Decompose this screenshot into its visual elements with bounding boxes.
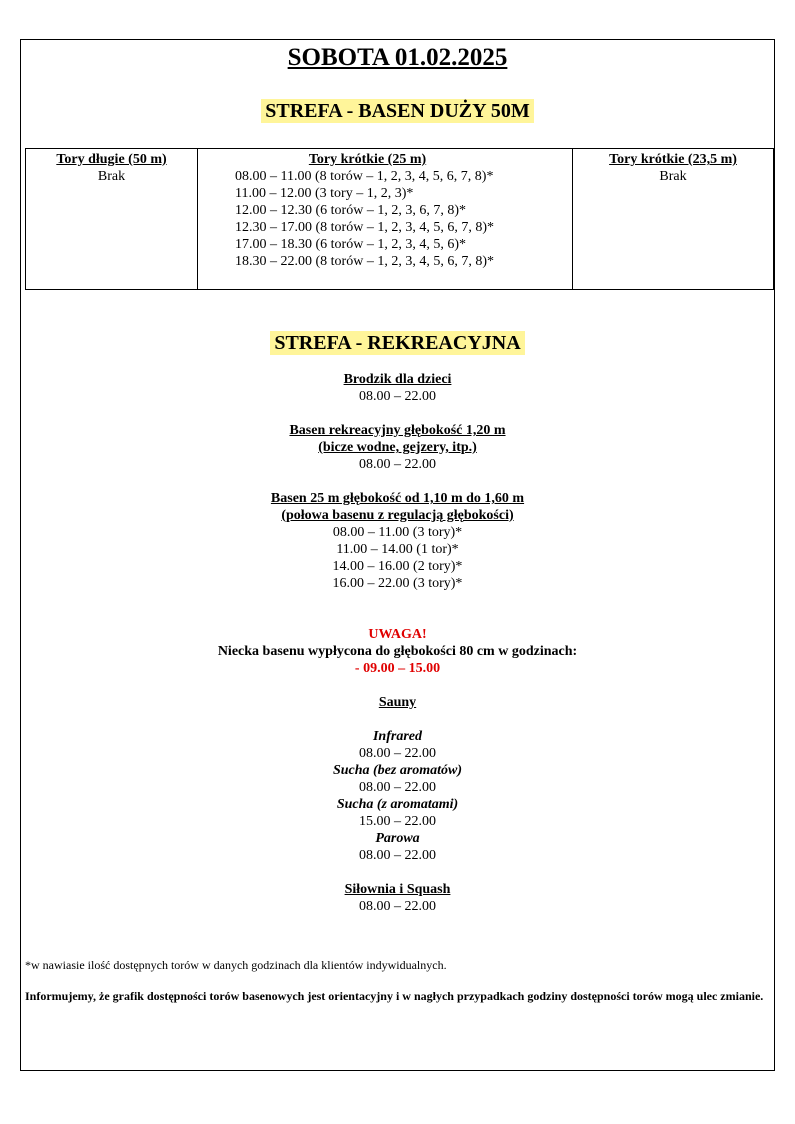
rec-pool-name: Basen rekreacyjny głębokość 1,20 m <box>289 423 506 438</box>
list-item: 14.00 – 16.00 (2 tory)* <box>332 559 463 574</box>
short-lanes-23-header: Tory krótkie (23,5 m) <box>609 152 737 167</box>
list-item: 12.30 – 17.00 (8 torów – 1, 2, 3, 4, 5, 6, 7, 8)* <box>235 220 494 235</box>
list-item: 08.00 – 11.00 (3 tory)* <box>332 525 463 540</box>
long-lanes-value: Brak <box>97 169 126 184</box>
sauna-name: Infrared <box>372 729 422 744</box>
page-title: SOBOTA 01.02.2025 <box>287 44 508 71</box>
sauna-name: Parowa <box>375 831 420 846</box>
saunas-heading: Sauny <box>378 695 417 710</box>
zone-big-pool-heading: STREFA - BASEN DUŻY 50M <box>261 99 533 123</box>
pool-25-note: (połowa basenu z regulacją głębokości) <box>281 508 514 523</box>
short-lanes-23-column <box>573 149 773 289</box>
list-item: 18.30 – 22.00 (8 torów – 1, 2, 3, 4, 5, 6, 7, 8)* <box>235 254 494 269</box>
sauna-name: Sucha (z aromatami) <box>336 797 459 812</box>
footnote-info: Informujemy, że grafik dostępności torów basenowych jest orientacyjny i w nagłych przypadkach godziny dostępności torów mogą ulec zmianie. <box>25 989 764 1003</box>
zone-big-pool-heading-wrap <box>21 99 774 123</box>
long-lanes-header: Tory długie (50 m) <box>56 152 167 167</box>
gym-hours: 08.00 – 22.00 <box>359 899 436 914</box>
recreation-section <box>21 371 774 915</box>
rec-pool-hours: 08.00 – 22.00 <box>359 457 436 472</box>
list-item: 11.00 – 14.00 (1 tor)* <box>336 542 459 557</box>
footnote-asterisk: *w nawiasie ilość dostępnych torów w danych godzinach dla klientów indywidualnych. <box>25 958 447 972</box>
short-lanes-column <box>198 149 573 289</box>
sauna-hours: 08.00 – 22.00 <box>359 848 436 863</box>
paddling-pool-hours: 08.00 – 22.00 <box>359 389 436 404</box>
long-lanes-column <box>26 149 198 289</box>
short-lanes-header: Tory krótkie (25 m) <box>308 152 427 167</box>
pool-25-name: Basen 25 m głębokość od 1,10 m do 1,60 m <box>270 491 525 506</box>
sauna-hours: 08.00 – 22.00 <box>359 746 436 761</box>
list-item: 08.00 – 11.00 (8 torów – 1, 2, 3, 4, 5, 6, 7, 8)* <box>235 169 494 184</box>
lanes-table <box>25 148 774 290</box>
zone-recreation-heading: STREFA - REKREACYJNA <box>270 331 524 355</box>
list-item: 17.00 – 18.30 (6 torów – 1, 2, 3, 4, 5, 6)* <box>235 237 466 252</box>
gym-name: Siłownia i Squash <box>344 882 451 897</box>
sauna-name: Sucha (bez aromatów) <box>332 763 463 778</box>
zone-recreation-heading-wrap <box>21 331 774 355</box>
list-item: 16.00 – 22.00 (3 tory)* <box>332 576 463 591</box>
sauna-hours: 08.00 – 22.00 <box>359 780 436 795</box>
short-lanes-list <box>198 168 572 270</box>
list-item: 12.00 – 12.30 (6 torów – 1, 2, 3, 6, 7, 8)* <box>235 203 466 218</box>
warning-label: UWAGA! <box>368 627 427 642</box>
sauna-hours: 15.00 – 22.00 <box>359 814 436 829</box>
warning-text: Niecka basenu wypłycona do głębokości 80 cm w godzinach: <box>217 644 578 659</box>
list-item: 11.00 – 12.00 (3 tory – 1, 2, 3)* <box>235 186 414 201</box>
short-lanes-23-value: Brak <box>659 169 687 184</box>
warning-hours: - 09.00 – 15.00 <box>354 661 441 676</box>
paddling-pool-name: Brodzik dla dzieci <box>343 372 452 387</box>
schedule-page <box>20 39 775 1071</box>
rec-pool-note: (bicze wodne, gejzery, itp.) <box>318 440 477 455</box>
